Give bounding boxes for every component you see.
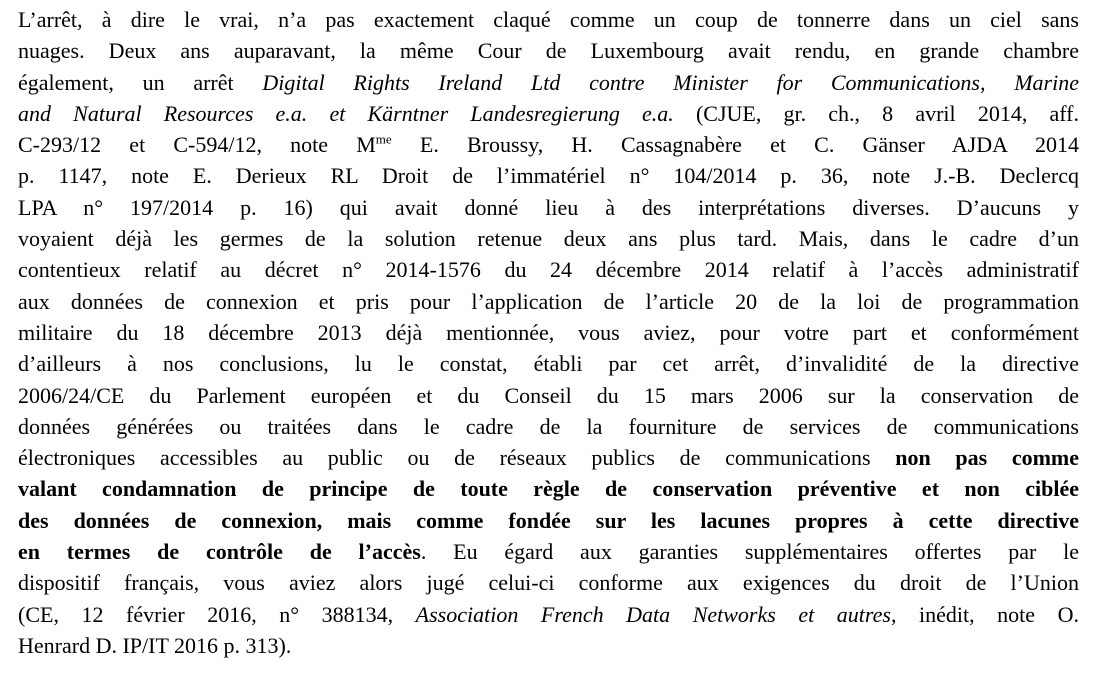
- text-line: [18, 567, 1079, 598]
- text-line: [18, 286, 1079, 317]
- text-segment: , inédit, note O.: [890, 601, 1080, 627]
- text-segment: d’ailleurs à nos conclusions, lu le constat, établi par cet arrêt, d’invalidité de la directive: [18, 351, 1079, 377]
- text-segment: E. Broussy, H. Cassagnabère et C. Gänser AJDA 2014: [391, 132, 1079, 158]
- body-paragraph: [18, 4, 1079, 661]
- text-line: [18, 348, 1079, 379]
- bold-text: non pas comme: [895, 445, 1080, 471]
- text-segment: aux données de connexion et pris pour l’application de l’article 20 de la loi de programmation: [18, 288, 1079, 314]
- text-line: [18, 67, 1079, 98]
- text-segment: p. 1147, note E. Derieux RL Droit de l’immatériel n° 104/2014 p. 36, note J.-B. Declercq: [18, 163, 1079, 189]
- text-segment: L’arrêt, à dire le vrai, n’a pas exactement claqué comme un coup de tonnerre dans un ciel sans: [18, 7, 1079, 32]
- text-line: [18, 129, 1079, 160]
- text-segment: LPA n° 197/2014 p. 16) qui avait donné lieu à des interprétations diverses. D’aucuns y: [18, 194, 1079, 220]
- text-line: [18, 317, 1079, 348]
- text-segment: dispositif français, vous aviez alors jugé celui-ci conforme aux exigences du droit de l’Union: [18, 570, 1079, 596]
- text-segment: C-293/12 et C-594/12, note M: [18, 132, 376, 158]
- text-line: [18, 192, 1079, 223]
- text-segment: 2006/24/CE du Parlement européen et du Conseil du 15 mars 2006 sur la conservation de: [18, 382, 1079, 408]
- italic-text: Digital Rights Ireland Ltd contre Minister for Communications, Marine: [262, 69, 1079, 95]
- text-segment: également, un arrêt: [18, 69, 263, 95]
- text-line: [18, 411, 1079, 442]
- text-segment: (CE, 12 février 2016, n° 388134,: [18, 601, 416, 627]
- bold-text: en termes de contrôle de l’accès: [18, 539, 421, 565]
- text-segment: (CJUE, gr. ch., 8 avril 2014, aff.: [673, 100, 1079, 126]
- text-segment: électroniques accessibles au public ou de réseaux publics de communications: [18, 445, 896, 471]
- text-segment: contentieux relatif au décret n° 2014-1576 du 24 décembre 2014 relatif à l’accès administratif: [18, 257, 1079, 283]
- text-line: [18, 35, 1079, 66]
- text-segment: données générées ou traitées dans le cadre de la fourniture de services de communications: [18, 413, 1079, 439]
- text-line: [18, 160, 1079, 191]
- text-line: [18, 98, 1079, 129]
- text-line: [18, 599, 1079, 630]
- text-segment: Henrard D. IP/IT 2016 p. 313).: [18, 632, 292, 658]
- italic-text: and Natural Resources e.a. et Kärntner Landesregierung e.a.: [18, 100, 674, 126]
- text-line: [18, 223, 1079, 254]
- superscript-text: me: [375, 131, 392, 147]
- text-segment: nuages. Deux ans auparavant, la même Cour de Luxembourg avait rendu, en grande chambre: [18, 38, 1079, 64]
- text-segment: . Eu égard aux garanties supplémentaires offertes par le: [420, 539, 1079, 565]
- text-line: [18, 505, 1079, 536]
- text-line: [18, 4, 1079, 35]
- text-segment: militaire du 18 décembre 2013 déjà mentionnée, vous aviez, pour votre part et conformément: [18, 319, 1079, 345]
- italic-text: Association French Data Networks et autres: [415, 601, 891, 627]
- text-segment: voyaient déjà les germes de la solution retenue deux ans plus tard. Mais, dans le cadre d’un: [18, 226, 1079, 252]
- text-line: [18, 442, 1079, 473]
- bold-text: valant condamnation de principe de toute règle de conservation préventive et non ciblée: [18, 476, 1079, 502]
- text-line: [18, 630, 1079, 661]
- text-line: [18, 380, 1079, 411]
- text-line: [18, 536, 1079, 567]
- bold-text: des données de connexion, mais comme fondée sur les lacunes propres à cette directive: [18, 507, 1079, 533]
- text-line: [18, 473, 1079, 504]
- text-line: [18, 254, 1079, 285]
